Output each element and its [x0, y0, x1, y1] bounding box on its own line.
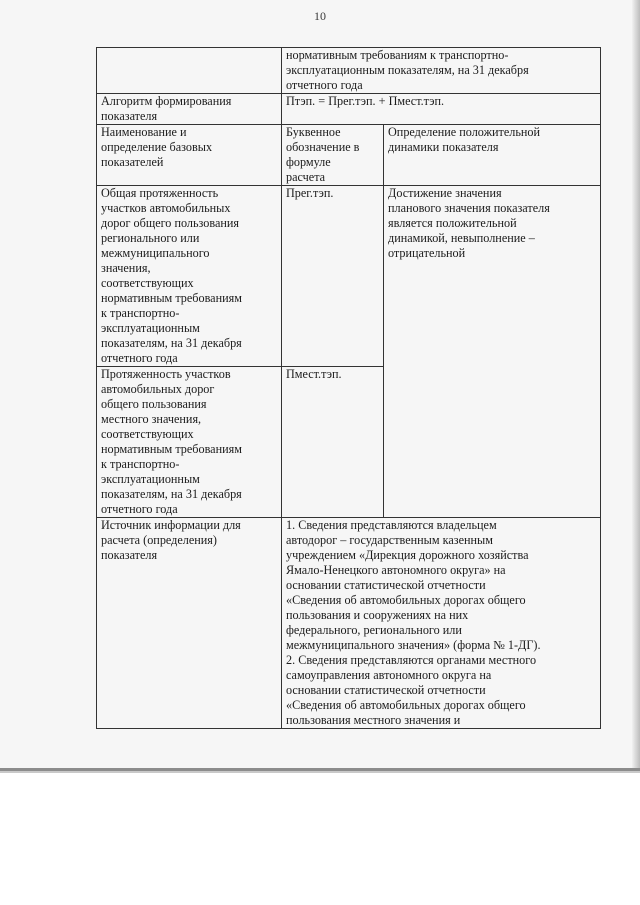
cell-continuation-text: нормативным требованиям к транспортно- эксплуатационным показателям, на 31 декабря отчетного года: [282, 48, 601, 94]
cell-source-text: 1. Сведения представляются владельцем автодорог – государственным казенным учреждением «Дирекция дорожного хозяйства Ямало-Ненецкого автономного округа» на основании статистической отчетности «Сведения об автомобильных дорогах общего пользования и сооружениях на них федерального, регионального или межмуниципального значения» (форма № 1-ДГ). 2. Сведения представляются органами местного самоуправления автономного округа на основании статистической отчетности «Сведения об автомобильных дорогах общего пользования местного значения и: [282, 518, 601, 729]
cell-empty: [97, 48, 282, 94]
cell-formula: Птэп. = Прег.тэп. + Пмест.тэп.: [282, 94, 601, 125]
table-row-algorithm: [97, 94, 601, 125]
cell-source-label: Источник информации для расчета (определения) показателя: [97, 518, 282, 729]
cell-local-name: Протяженность участков автомобильных дорог общего пользования местного значения, соответствующих нормативным требованиям к транспортно- эксплуатационным показателям, на 31 декабря отчетного года: [97, 367, 282, 518]
cell-local-letter: Пмест.тэп.: [282, 367, 384, 518]
page-number: 10: [314, 9, 326, 23]
cell-regional-letter: Прег.тэп.: [282, 186, 384, 367]
cell-regional-name: Общая протяженность участков автомобильных дорог общего пользования регионального или межмуниципального значения, соответствующих нормативным требованиям к транспортно- эксплуатационным показателям, на 31 декабря отчетного года: [97, 186, 282, 367]
table-row-continuation: [97, 48, 601, 94]
cell-algorithm-label: Алгоритм формирования показателя: [97, 94, 282, 125]
table-row-headers: [97, 125, 601, 186]
cell-dynamics-definition: Достижение значения планового значения показателя является положительной динамикой, невыполнение – отрицательной: [384, 186, 601, 518]
header-dynamics: Определение положительной динамики показателя: [384, 125, 601, 186]
table-row-regional: [97, 186, 601, 367]
header-letter: Буквенное обозначение в формуле расчета: [282, 125, 384, 186]
indicator-table: [96, 47, 601, 729]
header-name: Наименование и определение базовых показателей: [97, 125, 282, 186]
table-row-source: [97, 518, 601, 729]
